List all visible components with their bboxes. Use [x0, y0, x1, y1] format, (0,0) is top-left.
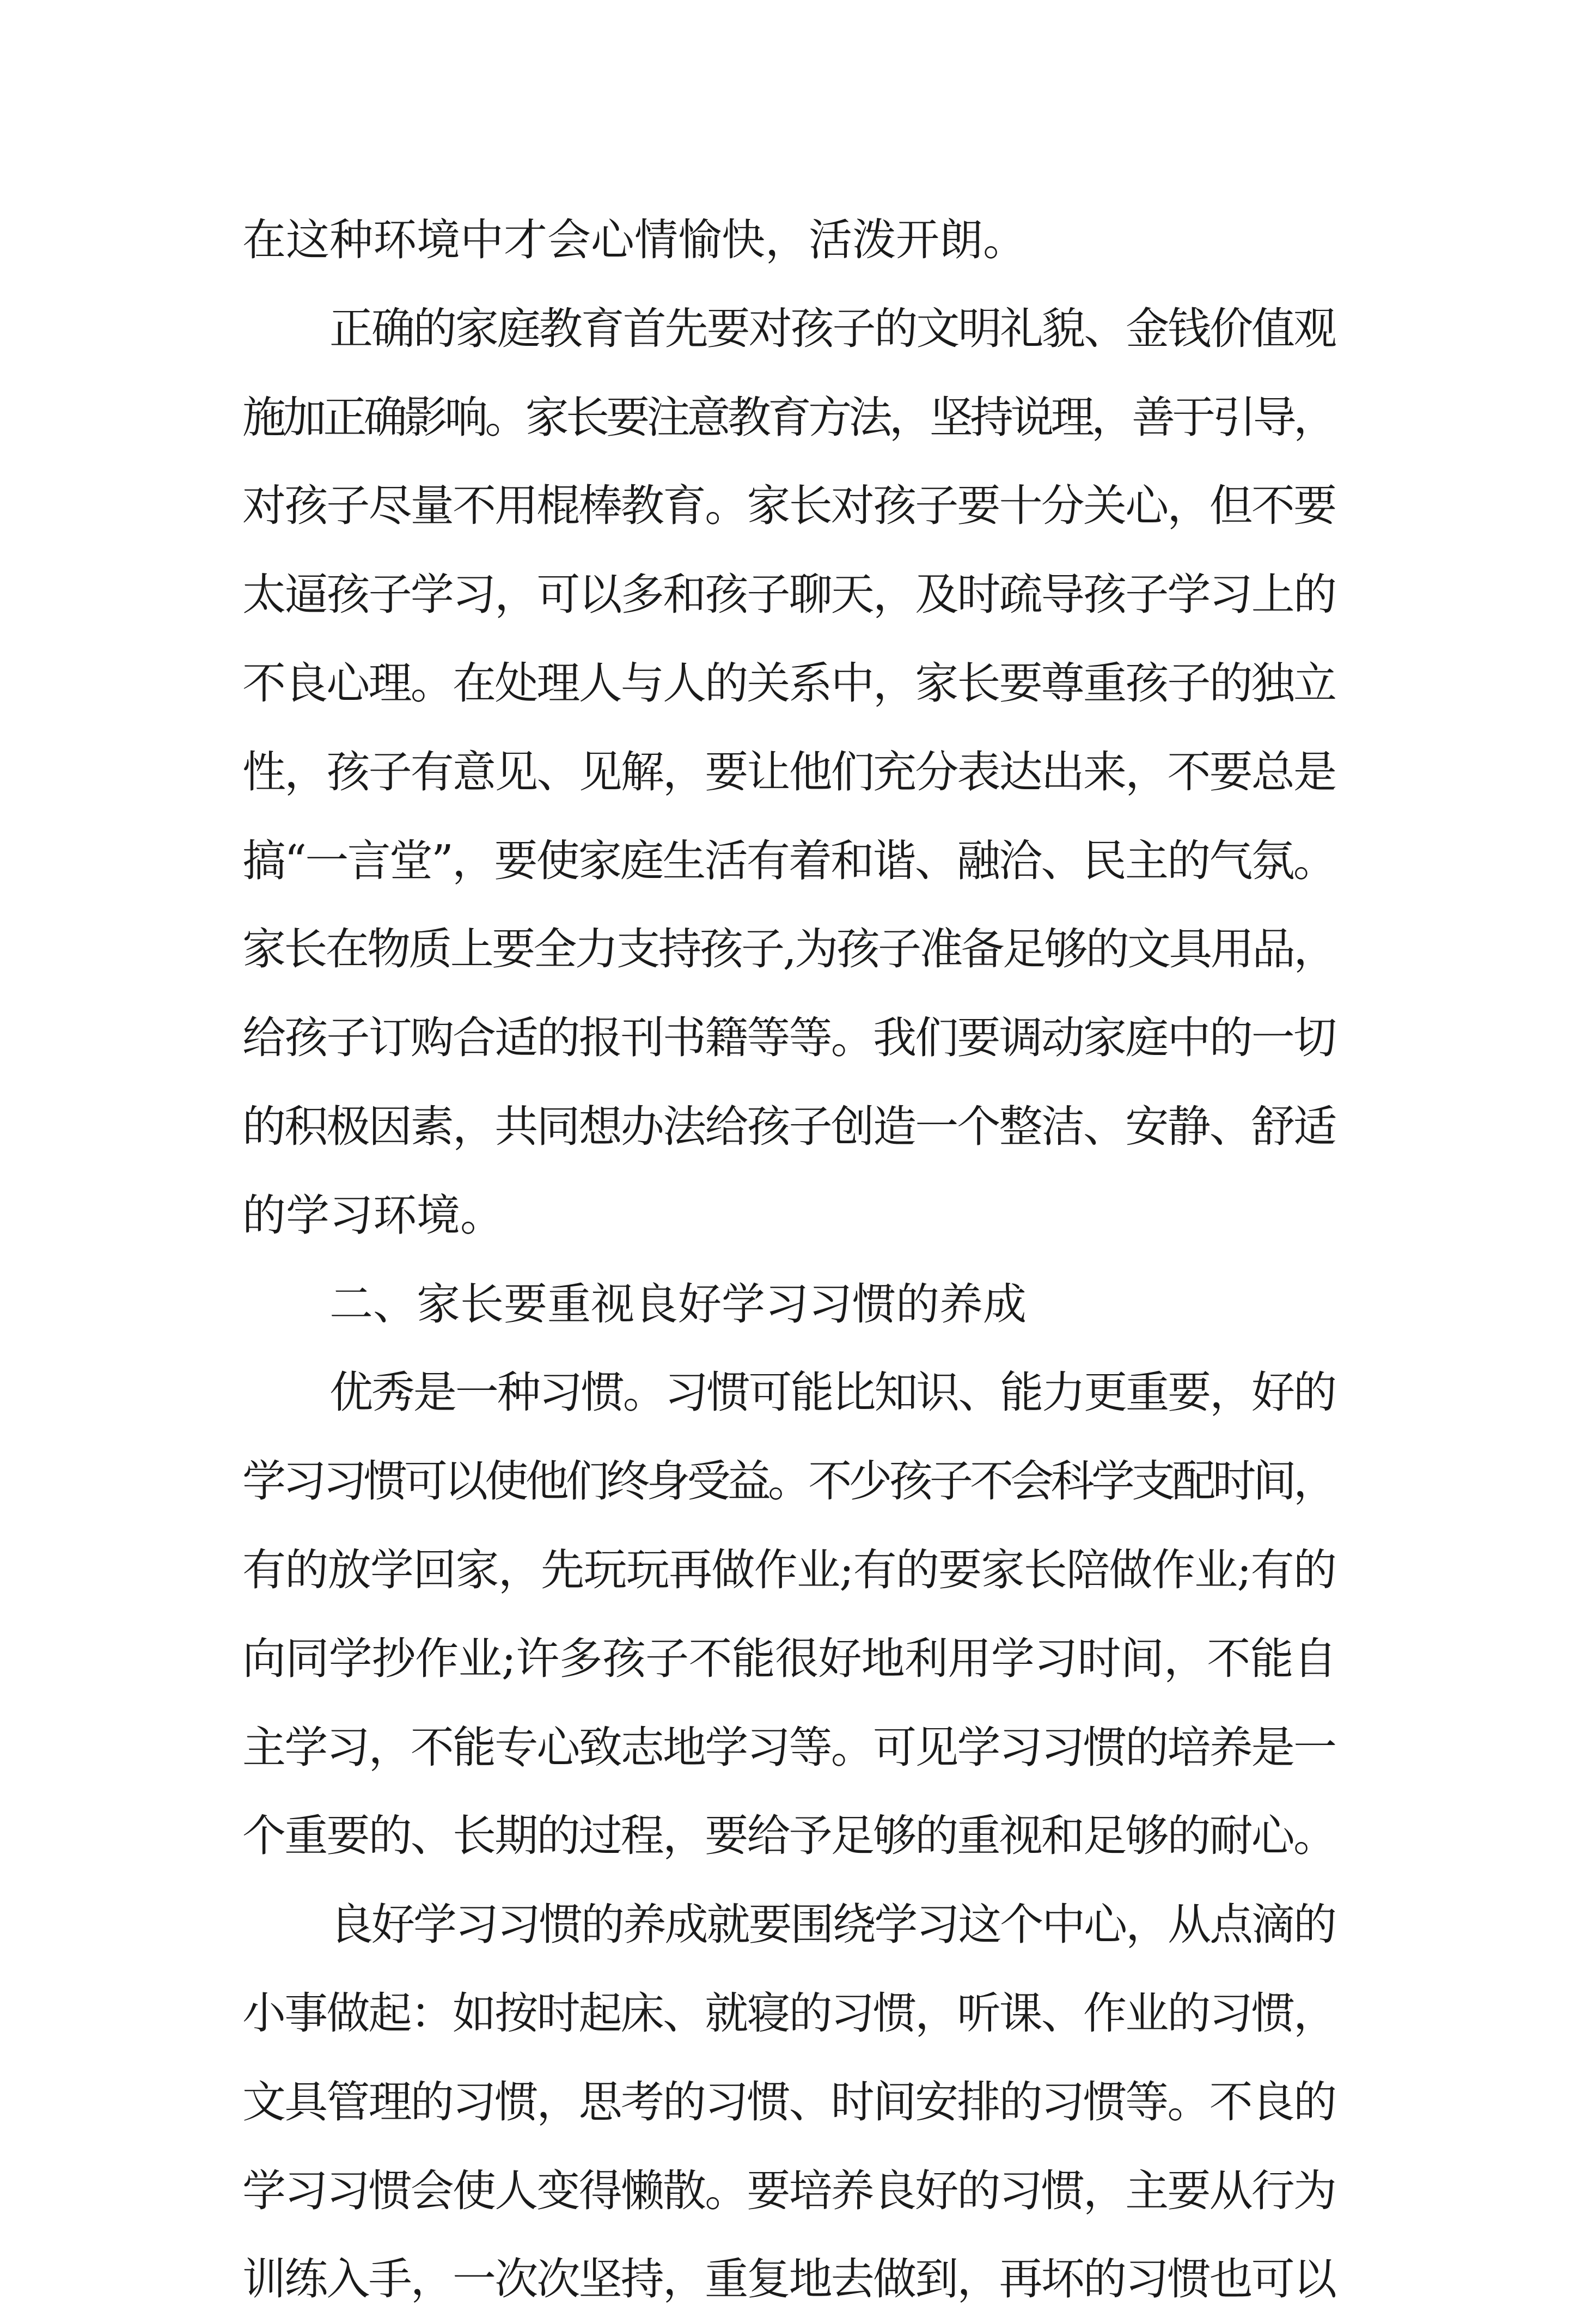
text-line: 训练入手，一次次坚持，重复地去做到，再坏的习惯也可以: [242, 2254, 1336, 2305]
text-line: 在这种环境中才会心情愉快，活泼开朗。: [242, 215, 1027, 265]
text-line: 给孩子订购合适的报刊书籍等等。我们要调动家庭中的一切: [242, 1012, 1336, 1064]
text-line: 学习习惯会使人变得懒散。要培养良好的习惯，主要从行为: [242, 2165, 1336, 2216]
text-line: 学习习惯可以使他们终身受益。不少孩子不会科学支配时间，: [242, 1456, 1334, 1507]
text-line: 二、家长要重视良好学习习惯的养成: [329, 1278, 1027, 1329]
text-line: 不良心理。在处理人与人的关系中，家长要尊重孩子的独立: [242, 657, 1336, 709]
text-line: 家长在物质上要全力支持孩子,为孩子准备足够的文具用品，: [242, 924, 1335, 975]
text-line: 的学习环境。: [242, 1190, 504, 1241]
text-line: 有的放学回家，先玩玩再做作业;有的要家长陪做作业;有的: [242, 1544, 1336, 1595]
text-line: 文具管理的习惯，思考的习惯、时间安排的习惯等。不良的: [242, 2076, 1336, 2127]
text-line: 小事做起：如按时起床、就寝的习惯，听课、作业的习惯，: [242, 1987, 1336, 2039]
text-line: 的积极因素，共同想办法给孩子创造一个整洁、安静、舒适: [242, 1101, 1336, 1152]
text-line: 太逼孩子学习，可以多和孩子聊天，及时疏导孩子学习上的: [242, 569, 1336, 620]
text-line: 搞“一言堂”，要使家庭生活有着和谐、融洽、民主的气氛。: [242, 835, 1336, 886]
text-line: 良好学习习惯的养成就要围绕学习这个中心，从点滴的: [329, 1899, 1335, 1950]
text-line: 性，孩子有意见、见解，要让他们充分表达出来，不要总是: [242, 746, 1336, 797]
text-line: 向同学抄作业;许多孩子不能很好地利用学习时间，不能自: [242, 1633, 1337, 1684]
text-line: 主学习，不能专心致志地学习等。可见学习习惯的培养是一: [242, 1722, 1336, 1773]
text-line: 正确的家庭教育首先要对孩子的文明礼貌、金钱价值观: [329, 303, 1335, 354]
text-line: 对孩子尽量不用棍棒教育。家长对孩子要十分关心，但不要: [242, 480, 1336, 532]
text-line: 施加正确影响。家长要注意教育方法，坚持说理，善于引导，: [242, 392, 1334, 443]
text-line: 优秀是一种习惯。习惯可能比知识、能力更重要，好的: [329, 1367, 1335, 1418]
text-line: 个重要的、长期的过程，要给予足够的重视和足够的耐心。: [242, 1810, 1336, 1862]
body-text: [242, 196, 1337, 2324]
